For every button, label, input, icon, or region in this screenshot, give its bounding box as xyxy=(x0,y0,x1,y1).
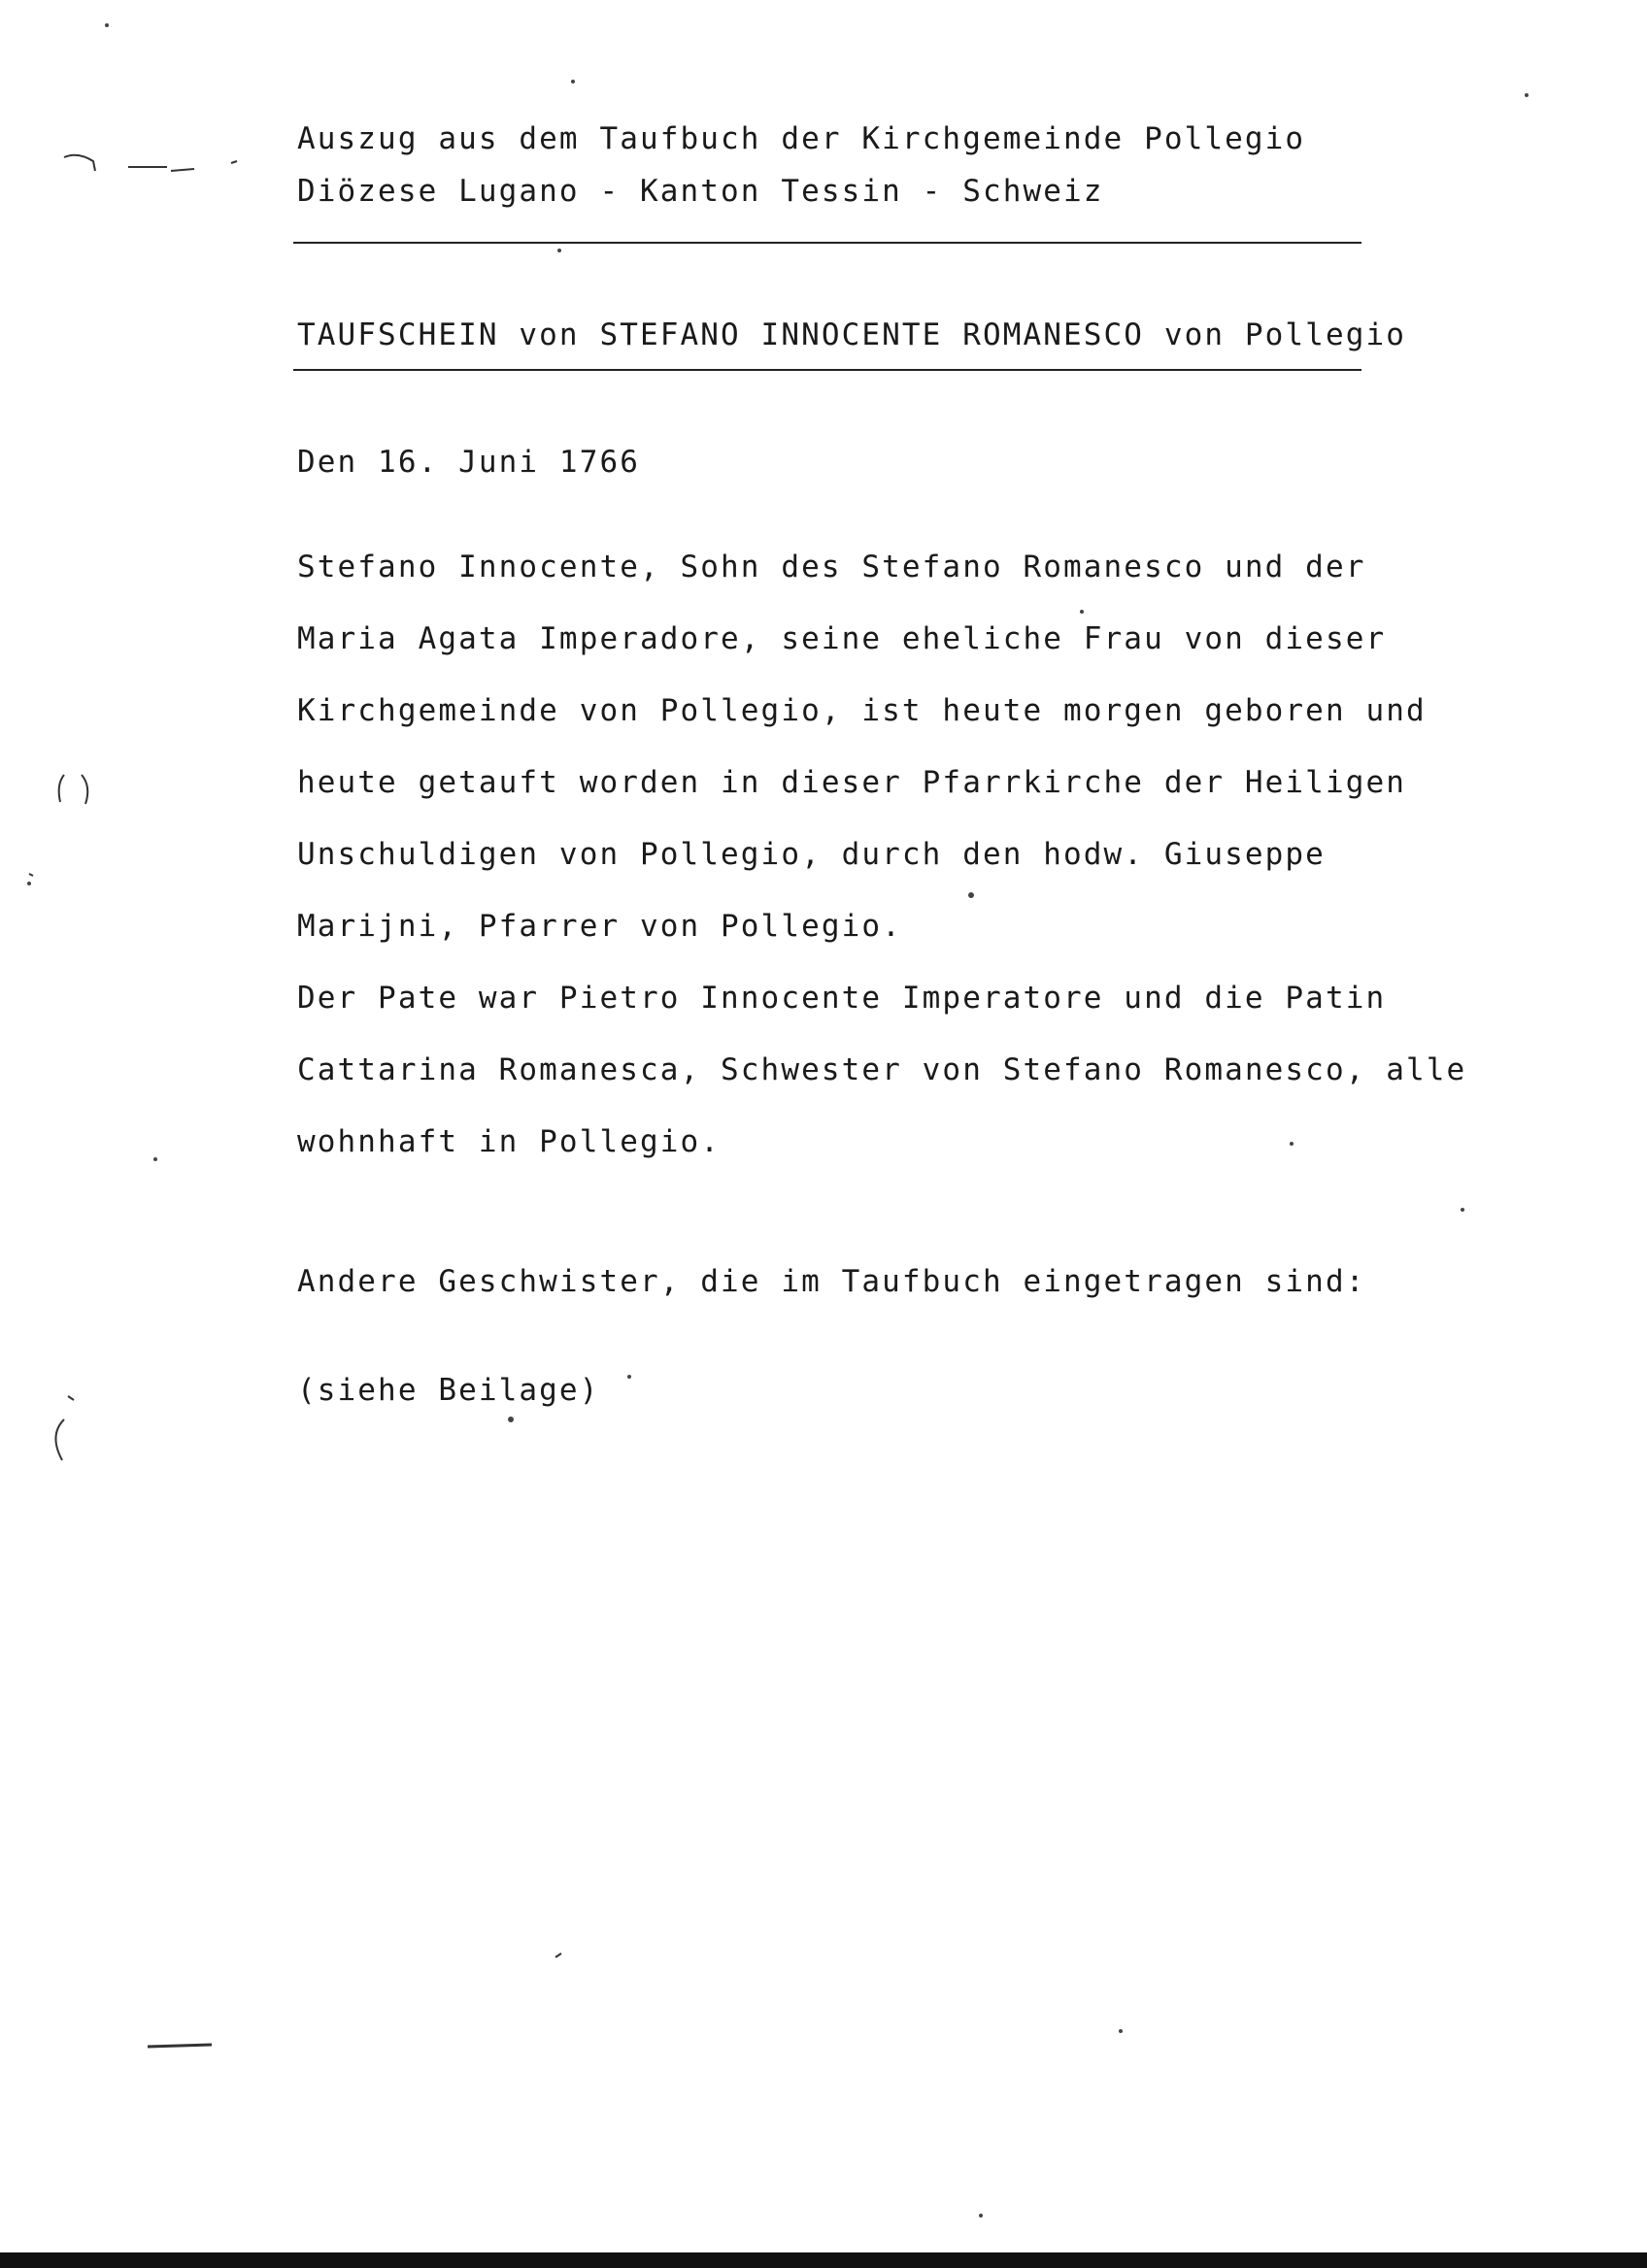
siblings-note: (siehe Beilage) xyxy=(297,1373,600,1408)
body-line: Der Pate war Pietro Innocente Imperatore und die Patin xyxy=(297,981,1387,1016)
body-line: Maria Agata Imperadore, seine eheliche Frau von dieser xyxy=(297,621,1387,656)
siblings-heading: Andere Geschwister, die im Taufbuch eingetragen sind: xyxy=(297,1264,1366,1299)
body-line: Marijni, Pfarrer von Pollegio. xyxy=(297,909,902,944)
scan-bottom-edge xyxy=(0,2252,1647,2268)
header-line-1: Auszug aus dem Taufbuch der Kirchgemeinde Pollegio xyxy=(297,121,1306,156)
body-line: Cattarina Romanesca, Schwester von Stefano Romanesco, alle xyxy=(297,1052,1467,1087)
punch-mark-top xyxy=(64,155,95,171)
body-line: Stefano Innocente, Sohn des Stefano Romanesco und der xyxy=(297,550,1366,584)
body-line: Kirchgemeinde von Pollegio, ist heute morgen geboren und xyxy=(297,693,1427,728)
punch-mark-middle xyxy=(59,775,64,802)
entry-date: Den 16. Juni 1766 xyxy=(297,445,640,480)
punch-mark-lower xyxy=(55,1419,64,1460)
body-line: wohnhaft in Pollegio. xyxy=(297,1124,722,1159)
document-title: TAUFSCHEIN von STEFANO INNOCENTE ROMANESCO von Pollegio xyxy=(297,317,1406,352)
body-line: heute getauft worden in dieser Pfarrkirche der Heiligen xyxy=(297,765,1406,800)
header-line-2: Diözese Lugano - Kanton Tessin - Schweiz xyxy=(297,174,1104,209)
punch-mark-bottom xyxy=(148,2045,212,2047)
body-line: Unschuldigen von Pollegio, durch den hodw. Giuseppe xyxy=(297,837,1326,872)
